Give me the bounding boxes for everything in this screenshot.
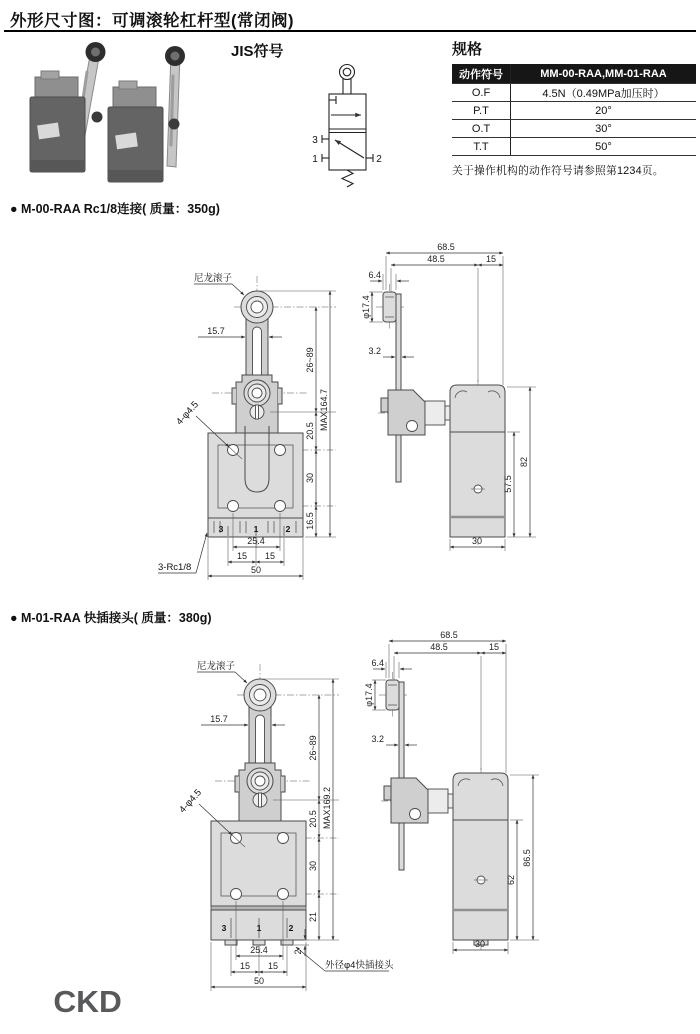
dim-adjust-range: 26~89 bbox=[305, 347, 315, 373]
dim-205: 20.5 bbox=[308, 810, 318, 828]
mount-holes-label: 4-φ4.5 bbox=[174, 399, 202, 428]
section-header-m00: ● M-00-RAA Rc1/8连接( 质量：350g) bbox=[10, 202, 220, 216]
valve-photo-right bbox=[108, 46, 185, 182]
spec-header-row bbox=[452, 64, 696, 84]
dim-485: 48.5 bbox=[430, 642, 448, 652]
dim-bottom: 16.5 bbox=[305, 512, 315, 530]
dim-15: 15 bbox=[488, 642, 500, 652]
dim-bottom: 21 bbox=[308, 911, 318, 923]
dim-port-pitch: 15 bbox=[236, 551, 248, 561]
dim-stub-height: 2 bbox=[293, 949, 303, 955]
dim-lever-width: 15.7 bbox=[210, 714, 228, 724]
dim-body-width: 50 bbox=[250, 565, 262, 575]
dim-total-height: 82 bbox=[519, 456, 529, 468]
jis-port-3: 3 bbox=[312, 135, 318, 146]
roller-side bbox=[386, 680, 399, 710]
spec-row-value: 30° bbox=[511, 120, 697, 138]
spec-row-label: O.F bbox=[452, 84, 511, 102]
port-number: 1 bbox=[253, 524, 259, 534]
dim-30: 30 bbox=[308, 860, 318, 872]
jis-symbol-label: JIS符号 bbox=[231, 43, 284, 60]
dim-overall-width: 68.5 bbox=[437, 242, 455, 252]
dim-body-width: 50 bbox=[253, 976, 265, 986]
roller bbox=[241, 291, 273, 323]
spec-col-header: 动作符号 bbox=[452, 64, 511, 84]
spec-note: 关于操作机构的动作符号请参照第1234页。 bbox=[452, 165, 664, 177]
spec-title: 规格 bbox=[452, 41, 483, 58]
lever-bar bbox=[399, 682, 404, 870]
ckd-logo: CKD bbox=[53, 984, 122, 1019]
spec-row-value: 20° bbox=[511, 102, 697, 120]
valve-symbol-body bbox=[322, 94, 373, 187]
side-view bbox=[364, 630, 539, 954]
spec-row-value: 4.5N（0.49MPa加压时） bbox=[511, 84, 697, 102]
dim-205: 20.5 bbox=[305, 422, 315, 440]
dim-total-height: 86.5 bbox=[522, 849, 532, 867]
jis-port-2: 2 bbox=[376, 154, 382, 165]
port-number: 3 bbox=[221, 923, 227, 933]
fitting-label: 外径φ4快插接头 bbox=[325, 960, 394, 971]
dim-roller-width: 6.4 bbox=[371, 658, 384, 668]
lever-bar bbox=[396, 294, 401, 482]
jis-port-1: 1 bbox=[312, 154, 318, 165]
dim-roller-dia: φ17.4 bbox=[361, 295, 371, 319]
spec-row-value: 50° bbox=[511, 138, 697, 156]
dim-lever-width: 15.7 bbox=[207, 326, 225, 336]
title-rule bbox=[4, 30, 696, 32]
dim-485: 48.5 bbox=[427, 254, 445, 264]
dim-lever-thickness: 3.2 bbox=[371, 734, 384, 744]
roller-side bbox=[383, 292, 396, 322]
spec-model-header: MM-00-RAA,MM-01-RAA bbox=[511, 64, 697, 84]
dim-body-depth: 30 bbox=[471, 536, 483, 546]
spec-row bbox=[452, 138, 696, 156]
dimension-drawing-m00 bbox=[150, 230, 580, 600]
product-photo bbox=[8, 40, 233, 198]
spec-row bbox=[452, 102, 696, 120]
roller-symbol bbox=[340, 65, 355, 95]
section-header-m01: ● M-01-RAA 快插接头( 质量：380g) bbox=[10, 611, 212, 625]
dim-roller-dia: φ17.4 bbox=[364, 683, 374, 707]
front-view bbox=[177, 660, 394, 991]
dim-15: 15 bbox=[485, 254, 497, 264]
dim-body-depth: 30 bbox=[474, 939, 486, 949]
spec-row-label: T.T bbox=[452, 138, 511, 156]
fitting-stub bbox=[225, 940, 237, 945]
front-view bbox=[158, 272, 336, 580]
dimension-drawing-m01 bbox=[153, 618, 583, 1008]
dim-hole-pitch: 25.4 bbox=[247, 536, 265, 546]
valve-body-side bbox=[450, 432, 505, 537]
jis-symbol bbox=[300, 55, 392, 200]
spec-panel bbox=[452, 38, 698, 178]
dim-adjust-range: 26~89 bbox=[308, 735, 318, 761]
valve-photo-left bbox=[30, 42, 106, 172]
port-thread-label: 3-Rc1/8 bbox=[158, 562, 192, 573]
dim-max-height: MAX169.2 bbox=[322, 786, 332, 830]
spec-table bbox=[452, 64, 696, 156]
dim-port-pitch: 15 bbox=[239, 961, 251, 971]
dim-30: 30 bbox=[305, 472, 315, 484]
side-view bbox=[361, 242, 536, 551]
port-number: 3 bbox=[218, 524, 224, 534]
mount-holes-label: 4-φ4.5 bbox=[177, 787, 205, 816]
spec-row bbox=[452, 84, 696, 102]
dim-hole-pitch: 25.4 bbox=[250, 945, 268, 955]
roller-label: 尼龙滚子 bbox=[194, 273, 233, 284]
port-number: 2 bbox=[288, 923, 294, 933]
spec-row-label: P.T bbox=[452, 102, 511, 120]
page-title: 外形尺寸图：可调滚轮杠杆型(常闭阀) bbox=[10, 12, 294, 30]
roller-label: 尼龙滚子 bbox=[197, 661, 236, 672]
dim-body-height: 62 bbox=[506, 874, 516, 886]
dim-body-height: 57.5 bbox=[503, 475, 513, 493]
dim-lever-thickness: 3.2 bbox=[368, 346, 381, 356]
valve-body bbox=[211, 821, 306, 906]
roller bbox=[244, 679, 276, 711]
dim-port-pitch: 15 bbox=[267, 961, 279, 971]
port-number: 1 bbox=[256, 923, 262, 933]
dim-overall-width: 68.5 bbox=[440, 630, 458, 640]
port-number: 2 bbox=[285, 524, 291, 534]
dim-roller-width: 6.4 bbox=[368, 270, 381, 280]
spec-row bbox=[452, 120, 696, 138]
spec-row-label: O.T bbox=[452, 120, 511, 138]
dim-port-pitch: 15 bbox=[264, 551, 276, 561]
dim-max-height: MAX164.7 bbox=[319, 388, 329, 432]
